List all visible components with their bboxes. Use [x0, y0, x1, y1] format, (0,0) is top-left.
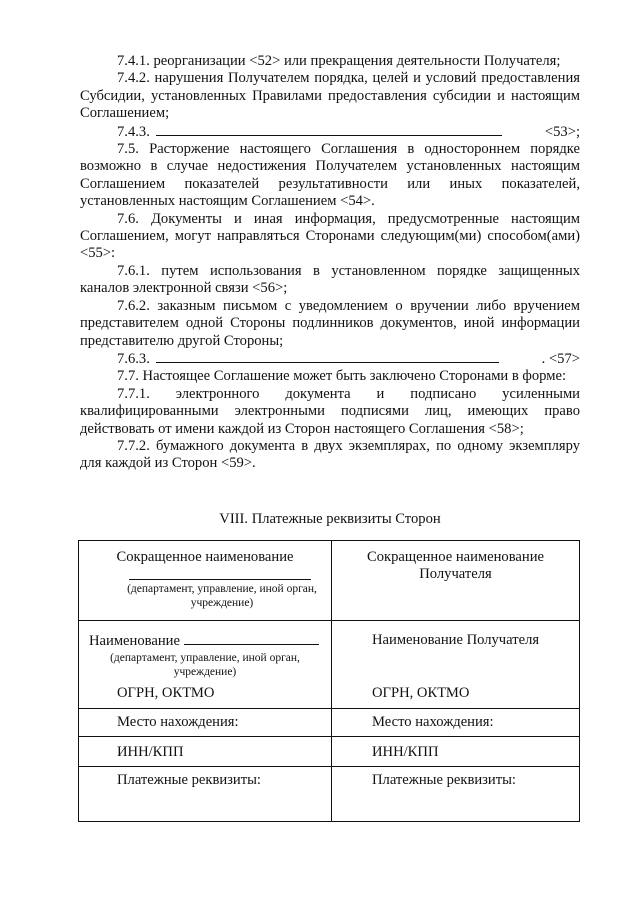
left-name-line — [79, 621, 331, 650]
right-address-label: Место нахождения: — [372, 714, 494, 730]
clause-7-6-3-label: 7.6.3. — [117, 350, 150, 367]
clause-7-6-3 — [80, 350, 580, 368]
requisites-row-name — [79, 621, 580, 709]
right-short-name-title: Сокращенное наименование Получателя — [366, 549, 545, 583]
clause-7-4-3-label: 7.4.3. — [117, 123, 150, 140]
clause-7-6-1: 7.6.1. путем использования в установленном порядке защищенных каналов электронной связи <56>; — [80, 262, 580, 297]
clause-7-6-2: 7.6.2. заказным письмом с уведомлением о вручении либо вручением представителем одной Стороны подлинников документов, иной информации представителю другой Стороны; — [80, 297, 580, 349]
left-name-blank-line — [184, 632, 319, 645]
requisites-cell-right — [332, 621, 580, 709]
right-payment-label: Платежные реквизиты: — [372, 772, 516, 788]
requisites-cell-left — [79, 737, 332, 767]
requisites-cell-right — [332, 737, 580, 767]
requisites-row-short-name — [79, 541, 580, 621]
clause-7-4-3-ref: <53>; — [544, 123, 580, 140]
right-ogrn-oktmo: ОГРН, ОКТМО — [372, 685, 470, 701]
clause-7-4-3 — [80, 123, 580, 141]
clause-7-7-1: 7.7.1. электронного документа и подписано усиленными квалифицированными электронными подписями лиц, имеющих право действовать от имени каждой из Сторон настоящего Соглашения <58>; — [80, 385, 580, 437]
requisites-cell-right — [332, 709, 580, 737]
clause-7-5: 7.5. Расторжение настоящего Соглашения в одностороннем порядке возможно в случае недостижения Получателем установленных настоящим Соглашением показателей результативности или иных показателей, установленных настоящим Соглашением <54>. — [80, 141, 580, 210]
left-short-name-title: Сокращенное наименование — [116, 549, 294, 565]
clause-7-6-3-blank-line — [156, 350, 499, 363]
left-payment-label: Платежные реквизиты: — [117, 772, 261, 788]
clause-7-4-3-blank-line — [156, 123, 502, 136]
right-name-label: Наименование Получателя — [372, 632, 540, 648]
requisites-table — [78, 540, 580, 822]
left-address-label: Место нахождения: — [117, 714, 239, 730]
left-short-name-caption: (департамент, управление, иной орган, учреждение) — [127, 583, 317, 610]
clause-7-4-1: 7.4.1. реорганизации <52> или прекращения деятельности Получателя; — [117, 53, 561, 69]
requisites-cell-left — [79, 621, 332, 709]
requisites-cell-left — [79, 541, 332, 621]
requisites-cell-right — [332, 541, 580, 621]
left-ogrn-oktmo: ОГРН, ОКТМО — [117, 685, 215, 701]
left-name-label: Наименование — [89, 633, 180, 649]
left-inn-kpp-label: ИНН/КПП — [117, 744, 184, 760]
requisites-cell-left — [79, 767, 332, 822]
clause-7-4-2: 7.4.2. нарушения Получателем порядка, целей и условий предоставления Субсидии, установленных Правилами предоставления субсидии и настоящим Соглашением; — [80, 70, 580, 122]
requisites-cell-left — [79, 709, 332, 737]
requisites-row-address — [79, 709, 580, 737]
section-title: VIII. Платежные реквизиты Сторон — [219, 511, 441, 527]
requisites-row-payment — [79, 767, 580, 822]
clause-7-7-2: 7.7.2. бумажного документа в двух экземплярах, по одному экземпляру для каждой из Сторон <59>. — [80, 437, 580, 472]
left-name-caption: (департамент, управление, иной орган, учреждение) — [110, 652, 300, 679]
right-inn-kpp-label: ИНН/КПП — [372, 744, 439, 760]
clause-7-7: 7.7. Настоящее Соглашение может быть заключено Сторонами в форме: — [117, 368, 567, 385]
clause-7-6-3-ref: . <57> — [541, 350, 580, 367]
requisites-row-inn-kpp — [79, 737, 580, 767]
clause-7-6: 7.6. Документы и иная информация, предусмотренные настоящим Соглашением, могут направляться Сторонами следующим(ми) способом(ами) <55>: — [80, 210, 580, 262]
agreement-text — [80, 53, 580, 473]
requisites-cell-right — [332, 767, 580, 822]
